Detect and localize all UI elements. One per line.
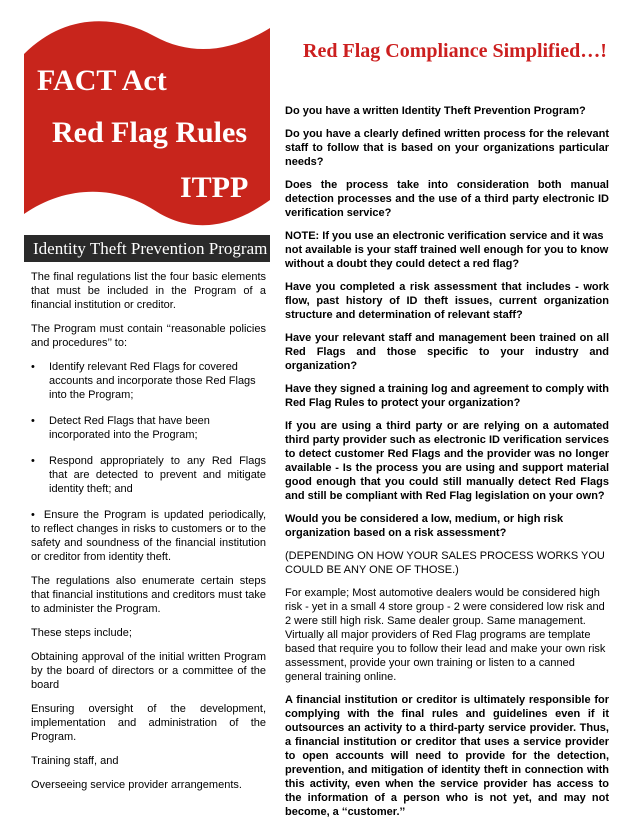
program-paragraph: The Program must contain ‘‘reasonable policies and procedures’’ to: [31, 323, 266, 349]
list-item [31, 360, 266, 402]
itpp-title-bar: Identity Theft Prevention Program [24, 235, 270, 262]
bullet-icon: • [31, 361, 35, 373]
bullet-icon: • [31, 415, 35, 427]
step-service-provider: Overseeing service provider arrangements. [31, 779, 242, 791]
banner-title-fact-act: FACT Act [37, 64, 167, 97]
step-training: Training staff, and [31, 755, 119, 767]
step-oversight: Ensuring oversight of the development, implementation and administration of the Program. [31, 703, 266, 743]
list-item [31, 414, 266, 442]
depending-note: (DEPENDING ON HOW YOUR SALES PROCESS WORKS YOU COULD BE ANY ONE OF THOSE.) [285, 550, 605, 576]
banner-title-itpp: ITPP [180, 171, 249, 204]
example-paragraph: For example; Most automotive dealers would be considered high risk - yet in a small 4 store group - 2 were considered low risk and 2 were still high risk. Same dealer group. Same management. Virtually all major providers of Red Flag programs are template based that require you to follow their lead and make your own risk assessment, provide your own training or listen to a canned general training online. [285, 587, 606, 683]
bullet-icon: • [31, 455, 35, 467]
step-approval: Obtaining approval of the initial written Program by the board of directors or a committee of the board [31, 651, 266, 691]
responsibility-paragraph: A financial institution or creditor is ultimately responsible for complying with the final rules and guidelines even if it outsources an activity to a third-party service provider. Thus, a financial institution or creditor that uses a service provider to open accounts will need to provide for the detection, prevention, and mitigation of identity theft in connection with this activity, even when the service provider has access to the information of a person who is not yet, and may not become, a ‘‘customer.’’ [285, 694, 609, 818]
banner-title-red-flag-rules: Red Flag Rules [52, 116, 247, 149]
steps-include-paragraph: These steps include; [31, 627, 132, 639]
steps-paragraph: The regulations also enumerate certain steps that financial institutions and creditors must take to administer the Program. [31, 575, 266, 615]
page-heading: Red Flag Compliance Simplified…! [303, 40, 607, 62]
list-item [31, 508, 266, 564]
note-electronic-verification: NOTE: If you use an electronic verification service and it was not available is your staff trained well enough for you to know without a doubt they could detect a red flag? [285, 230, 609, 270]
question-staff-training: Have your relevant staff and management been trained on all Red Flags and those specific to your industry and organization? [285, 332, 609, 372]
question-risk-assessment: Have you completed a risk assessment that includes - work flow, past history of ID theft issues, current organization structure and determination of relevant staff? [285, 281, 609, 321]
list-item [31, 454, 266, 496]
left-column [31, 270, 266, 802]
question-risk-level: Would you be considered a low, medium, or high risk organization based on a risk assessment? [285, 513, 564, 539]
question-manual-detection: Does the process take into consideration both manual detection processes and the use of a third party electronic ID verification service? [285, 179, 609, 219]
question-third-party: If you are using a third party or are relying on a automated third party provider such as electronic ID verification services to detect customer Red Flags and the provider was no longer available - Is the process you are using and support material good enough that you could still manually detect Red Flags and still be compliant with Red Flag legislation on your own? [285, 420, 609, 502]
right-column [285, 104, 609, 826]
list-item-text: Ensure the Program is updated periodically, to reflect changes in risks to customers or to the safety and soundness of the financial institution or creditor from identity theft. [31, 509, 266, 563]
intro-paragraph: The final regulations list the four basic elements that must be included in the Program of a financial institution or creditor. [31, 271, 266, 311]
question-written-program: Do you have a written Identity Theft Prevention Program? [285, 105, 586, 117]
question-written-process: Do you have a clearly defined written process for the relevant staff to follow that is based on your organizations particular needs? [285, 128, 609, 168]
list-item-text: Identify relevant Red Flags for covered accounts and incorporate those Red Flags into the Program; [49, 361, 256, 401]
question-training-log: Have they signed a training log and agreement to comply with Red Flag Rules to protect your organization? [285, 383, 609, 409]
list-item-text: Detect Red Flags that have been incorporated into the Program; [49, 415, 210, 441]
bullet-icon: • [31, 509, 35, 521]
list-item-text: Respond appropriately to any Red Flags that are detected to prevent and mitigate identity theft; and [49, 455, 266, 495]
